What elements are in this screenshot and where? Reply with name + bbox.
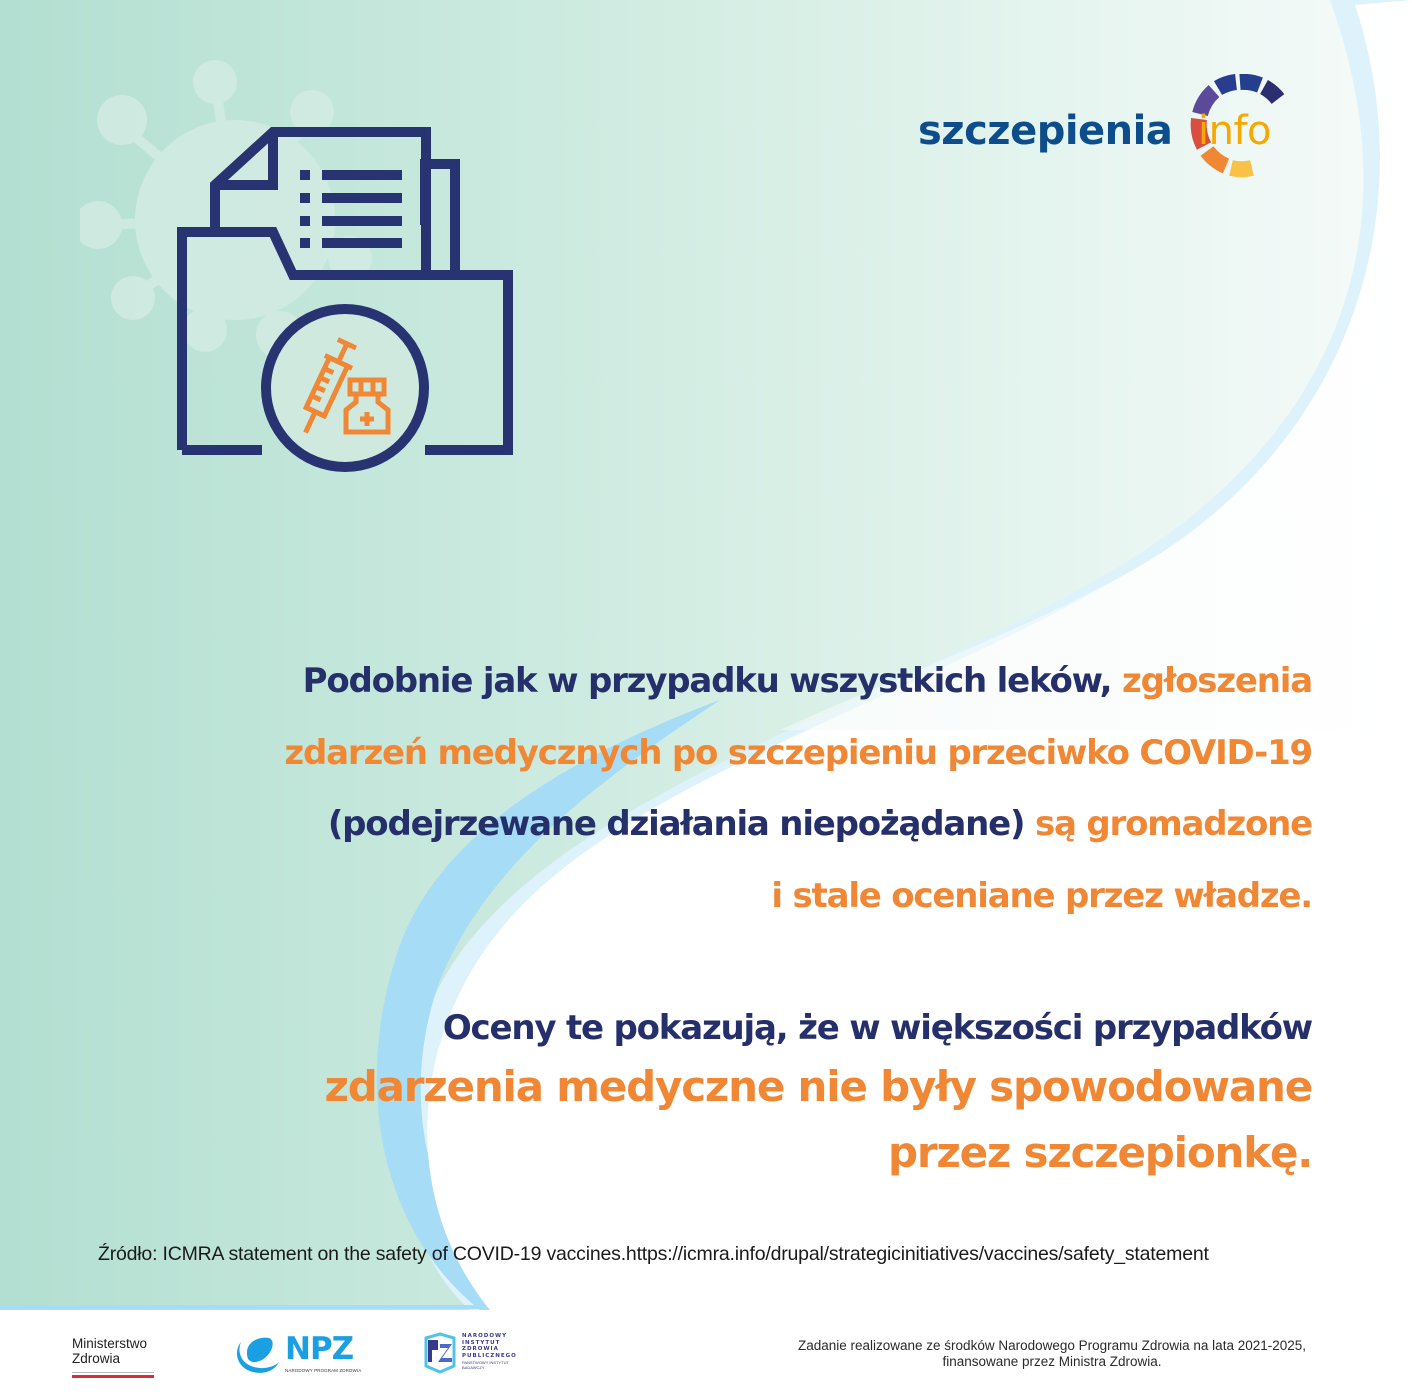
footer	[0, 1310, 1412, 1397]
magnifier-icon	[266, 309, 424, 467]
ministry-divider	[72, 1372, 154, 1373]
text-segment-highlight: zgłoszenia	[1122, 661, 1312, 701]
text-segment-highlight: zdarzeń medycznych po szczepieniu przeciwko COVID-19	[284, 732, 1312, 773]
text-segment: (podejrzewane działania niepożądane)	[327, 804, 1035, 844]
funding-line-2: finansowane przez Ministra Zdrowia.	[942, 1354, 1162, 1369]
npz-acronym: NPZ	[285, 1331, 354, 1367]
source-citation: Źródło: ICMRA statement on the safety of COVID-19 vaccines.https://icmra.info/drupal/strategicinitiatives/vaccines/safety_statement	[98, 1243, 1209, 1265]
nizp-subtitle-line: PAŃSTWOWY INSTYTUT	[462, 1360, 509, 1365]
statement-line-3	[112, 789, 1312, 861]
statement-line-1	[112, 646, 1312, 718]
nizp-line: INSTYTUT	[462, 1339, 501, 1346]
nizp-line: PUBLICZNEGO	[462, 1352, 517, 1359]
npz-emblem-icon	[233, 1332, 283, 1376]
nizp-line: NARODOWY	[462, 1333, 508, 1339]
ministry-line-2: Zdrowia	[72, 1351, 121, 1366]
nizp-name	[462, 1333, 517, 1359]
statement-paragraph-2	[112, 1002, 1312, 1186]
folder-illustration	[80, 60, 540, 500]
funding-notice	[770, 1338, 1334, 1370]
brand-suffix: info	[1198, 108, 1272, 154]
text-segment-highlight: są gromadzone	[1034, 804, 1312, 844]
npz-logo	[233, 1331, 362, 1381]
conclusion-line-2: zdarzenia medyczne nie były spowodowane	[324, 1062, 1312, 1111]
nizp-subtitle	[462, 1360, 509, 1370]
szczepienia-info-logo	[918, 74, 1318, 184]
ministry-red-bar	[72, 1375, 154, 1378]
statement-paragraph-1	[112, 646, 1312, 932]
nizp-line: ZDROWIA	[462, 1346, 499, 1352]
nizp-pzh-logo	[420, 1332, 517, 1379]
statement-line-4	[112, 861, 1312, 933]
text-segment: Podobnie jak w przypadku wszystkich leków,	[302, 661, 1122, 701]
text-segment-highlight: i stale oceniane przez władze.	[771, 875, 1312, 916]
nizp-subtitle-line: BADAWCZY	[462, 1365, 485, 1370]
brand-name: szczepienia	[918, 108, 1173, 154]
ministry-of-health-logo	[72, 1336, 154, 1378]
conclusion-line-1: Oceny te pokazują, że w większości przypadków	[442, 1008, 1312, 1048]
ministry-line-1: Ministerstwo	[72, 1336, 148, 1351]
npz-full-name: NARODOWY PROGRAM ZDROWIA	[285, 1368, 362, 1373]
pzh-emblem-icon	[420, 1332, 460, 1374]
statement-line-2	[112, 718, 1312, 790]
funding-line-1: Zadanie realizowane ze środków Narodowego Programu Zdrowia na lata 2021-2025,	[797, 1338, 1307, 1353]
conclusion-line-3: przez szczepionkę.	[887, 1128, 1312, 1177]
